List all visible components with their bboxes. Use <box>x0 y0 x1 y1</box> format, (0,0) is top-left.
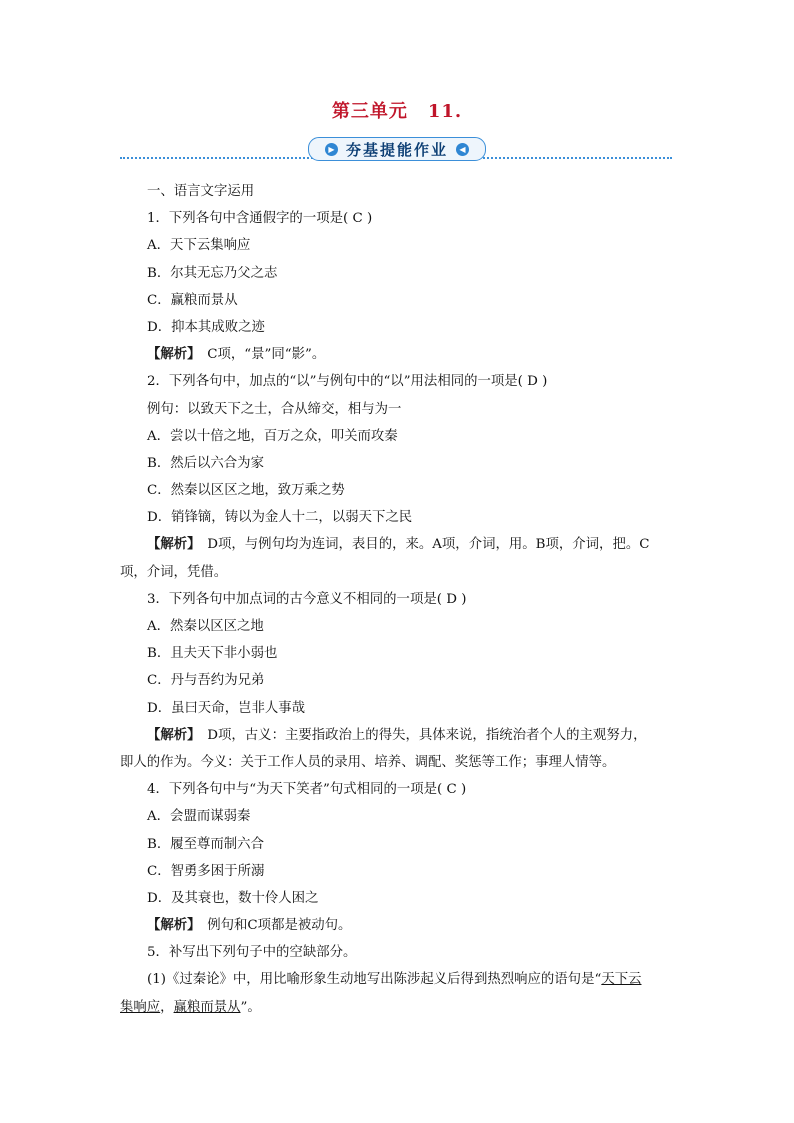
question-3-stem: 3．下列各句中加点词的古今意义不相同的一项是( D ) <box>147 591 467 607</box>
question-4-option: A．会盟而谋弱秦 <box>147 809 251 825</box>
analysis-text: D项，古义：主要指政治上的得失，具体来说，指统治者个人的主观努力， <box>193 727 647 743</box>
question-1-analysis <box>120 341 680 368</box>
analysis-label: 【解析】 <box>147 346 194 363</box>
question-1-option: A．天下云集响应 <box>147 238 251 254</box>
question-3-option: A．然秦以区区之地 <box>147 619 264 634</box>
banner-label: 夯基提能作业 <box>345 140 448 159</box>
sub1-text: (1)《过秦论》中，用比喻形象生动地写出陈涉起义后得到热烈响应的语句是“ <box>147 972 602 988</box>
section-title: 一、语言文字运用 <box>147 184 255 199</box>
question-2-stem: 2．下列各句中，加点的“以”与例句中的“以”用法相同的一项是( D ) <box>147 374 548 390</box>
play-right-icon: ▶ <box>325 143 338 156</box>
question-1-stem: 1．下列各句中含通假字的一项是( C ) <box>147 211 373 227</box>
question-2-option: A．尝以十倍之地，百万之众，叩关而攻秦 <box>147 428 398 444</box>
analysis-label: 【解析】 <box>147 726 194 743</box>
question-4-option: C．智勇多困于所溺 <box>147 863 265 879</box>
analysis-label: 【解析】 <box>147 536 194 553</box>
answer-blank-1b: 集响应 <box>120 999 161 1015</box>
question-1-option: B．尔其无忘乃父之志 <box>147 265 278 281</box>
question-1-option: D．抑本其成败之迹 <box>147 319 265 335</box>
question-3-analysis <box>120 722 680 749</box>
question-5-sub1-cont <box>120 994 680 1021</box>
question-4-option: D．及其衰也，数十伶人困之 <box>147 890 319 906</box>
question-2-option: C．然秦以区区之地，致万乘之势 <box>147 483 345 499</box>
question-2-option: B．然后以六合为家 <box>147 455 264 471</box>
unit-title: 第三单元 <box>331 101 408 122</box>
question-2-analysis <box>120 531 680 558</box>
question-5-stem: 5．补写出下列句子中的空缺部分。 <box>147 945 357 961</box>
question-4-analysis <box>120 912 680 939</box>
analysis-text: D项，与例句均为连词，表目的，来。A项，介词，用。B项，介词，把。C <box>193 537 650 553</box>
answer-blank-1a: 天下云 <box>601 972 642 988</box>
answer-blank-2: 赢粮而景从 <box>173 999 241 1015</box>
question-4-option: B．履至尊而制六合 <box>147 836 264 852</box>
exercise-content <box>120 178 680 1021</box>
question-4-stem: 4．下列各句中与“为天下笑者”句式相同的一项是( C ) <box>147 782 467 798</box>
question-3-option: C．丹与吾约为兄弟 <box>147 673 265 689</box>
question-1-option: C．赢粮而景从 <box>147 292 238 308</box>
banner-box <box>308 137 486 161</box>
lesson-number: 11. <box>427 101 463 122</box>
analysis-text: 例句和C项都是被动句。 <box>193 918 352 934</box>
question-3-analysis-cont: 即人的作为。今义：关于工作人员的录用、培养、调配、奖惩等工作；事理人情等。 <box>120 754 616 770</box>
analysis-text: C项，“景”同“影”。 <box>193 347 326 363</box>
analysis-label: 【解析】 <box>147 917 194 934</box>
closing-quote: ”。 <box>240 999 261 1015</box>
question-3-option: D．虽曰天命，岂非人事哉 <box>147 700 306 716</box>
question-3-option: B．且夫天下非小弱也 <box>147 646 278 662</box>
page-title <box>0 97 794 123</box>
question-5-sub1 <box>120 966 680 993</box>
question-2-option: D．销锋镝，铸以为金人十二，以弱天下之民 <box>147 510 413 526</box>
separator: ， <box>160 999 174 1015</box>
question-2-example: 例句：以致天下之士，合从缔交，相与为一 <box>147 401 402 417</box>
question-2-analysis-cont: 项，介词，凭借。 <box>120 564 228 580</box>
play-left-icon: ◀ <box>456 143 469 156</box>
section-banner <box>120 137 672 159</box>
